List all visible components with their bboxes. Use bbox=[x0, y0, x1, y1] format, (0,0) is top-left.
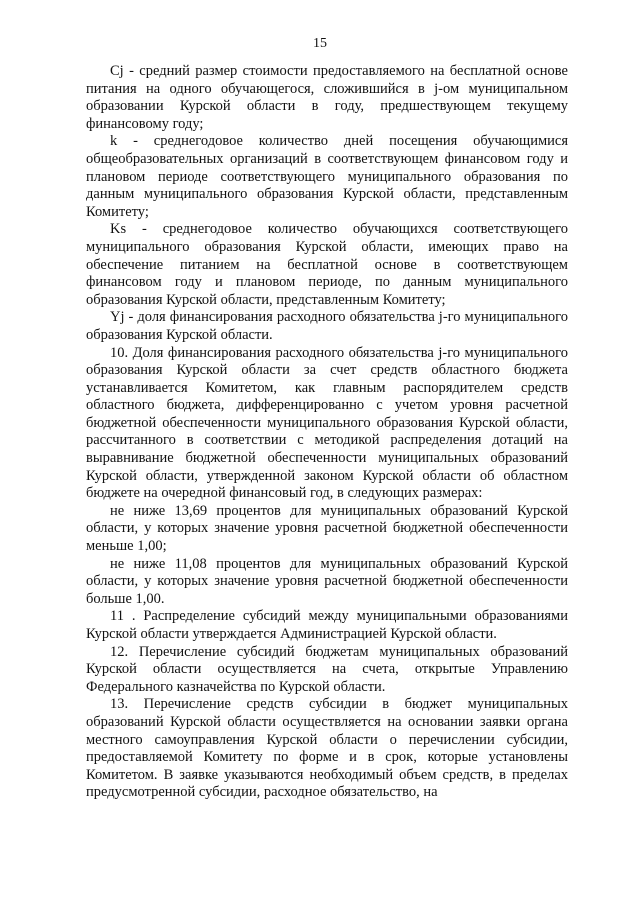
paragraph-ks-definition: Ks - среднегодовое количество обучающихся соответствующего муниципального образования Курской области, имеющих право на обеспечение питанием на бесплатной основе в соответствующем финансовом году и плановом периоде, по данным муниципального образования Курской области, представленным Комитету; bbox=[86, 221, 568, 308]
paragraph-clause-12: 12. Перечисление субсидий бюджетам муниципальных образований Курской области осуществляется на счета, открытые Управлению Федерального казначейства по Курской области. bbox=[86, 643, 568, 695]
paragraph-cj-definition: Cj - средний размер стоимости предоставляемого на бесплатной основе питания на одного обучающегося, сложившийся в j-ом муниципальном образовании Курской области в году, предшествующем текущему финансовому году; bbox=[86, 63, 568, 132]
paragraph-clause-13: 13. Перечисление средств субсидии в бюджет муниципальных образований Курской области осуществляется на основании заявки органа местного самоуправления Курской области о перечислении субсидии, предоставляемой Комитету по форме и в срок, которые установлены Комитетом. В заявке указываются необходимый объем средств, в пределах предусмотренной субсидии, расходное обязательство, на bbox=[86, 696, 568, 801]
document-body bbox=[86, 63, 568, 802]
paragraph-k-definition: k - среднегодовое количество дней посещения обучающимися общеобразовательных организаций в соответствующем финансовом году и плановом периоде соответствующего муниципального образования по данным муниципального образования Курской области, представленным Комитету; bbox=[86, 133, 568, 220]
paragraph-clause-10: 10. Доля финансирования расходного обязательства j-го муниципального образования Курской области за счет средств областного бюджета устанавливается Комитетом, как главным распорядителем средств областного бюджета, дифференцированно с учетом уровня расчетной бюджетной обеспеченности муниципального образования Курской области, рассчитанного в соответствии с методикой распределения дотаций на выравнивание бюджетной обеспеченности муниципальных образований Курской области, утвержденной законом Курской области об областном бюджете на очередной финансовый год, в следующих размерах: bbox=[86, 344, 568, 502]
paragraph-clause-11: 11 . Распределение субсидий между муниципальными образованиями Курской области утверждается Администрацией Курской области. bbox=[86, 608, 568, 642]
page-number: 15 bbox=[313, 36, 327, 51]
paragraph-clause-10-item-1: не ниже 13,69 процентов для муниципальных образований Курской области, у которых значение уровня расчетной бюджетной обеспеченности меньше 1,00; bbox=[86, 502, 568, 555]
paragraph-yj-definition: Yj - доля финансирования расходного обязательства j-го муниципального образования Курской области. bbox=[86, 309, 568, 343]
paragraph-clause-10-item-2: не ниже 11,08 процентов для муниципальных образований Курской области, у которых значение уровня расчетной бюджетной обеспеченности больше 1,00. bbox=[86, 555, 568, 607]
